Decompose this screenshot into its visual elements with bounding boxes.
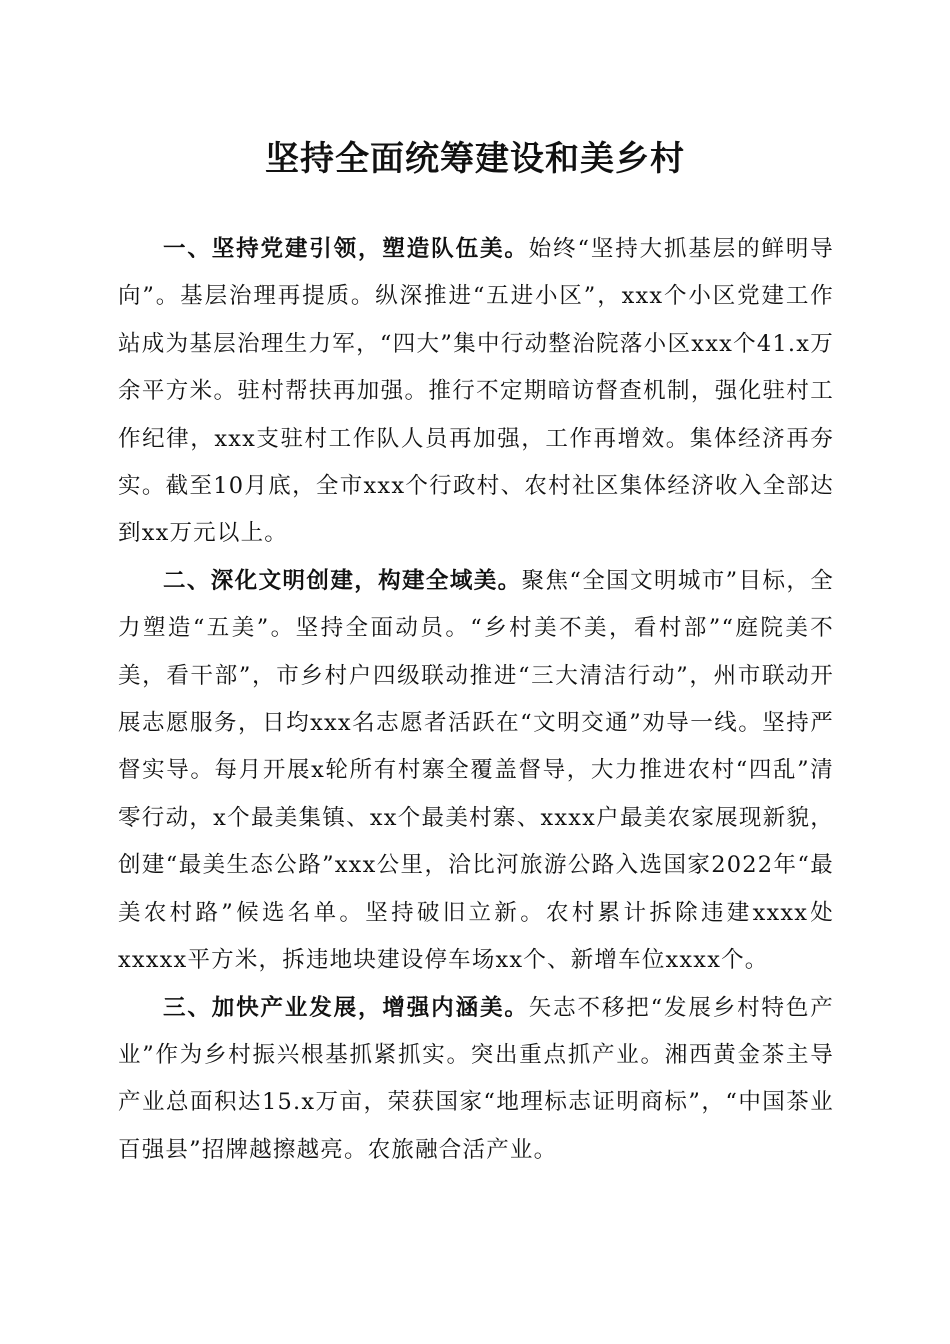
- paragraph-text: 始终“坚持大抓基层的鲜明导向”。基层治理再提质。纵深推进“五进小区”，xxx个小区党建工作站成为基层治理生力军，“四大”集中行动整治院落小区xxx个41.x万余平方米。驻村帮扶再加强。推行不定期暗访督查机制，强化驻村工作纪律，xxx支驻村工作队人员再加强，工作再增效。集体经济再夯实。截至10月底，全市xxx个行政村、农村社区集体经济收入全部达到xx万元以上。: [118, 236, 834, 547]
- document-title: 坚持全面统筹建设和美乡村: [265, 139, 685, 179]
- paragraph-industry: [118, 985, 834, 1175]
- paragraph-text: 矢志不移把“发展乡村特色产业”作为乡村振兴根基抓紧抓实。突出重点抓产业。湘西黄金茶主导产业总面积达15.x万亩，荣获国家“地理标志证明商标”，“中国茶业百强县”招牌越擦越亮。农旅融合活产业。: [118, 994, 834, 1163]
- paragraph-civilization: [118, 558, 834, 985]
- paragraph-party-building: [118, 226, 834, 558]
- paragraph-heading: 二、深化文明创建，构建全域美。: [163, 567, 522, 594]
- paragraph-heading: 一、坚持党建引领，塑造队伍美。: [163, 236, 529, 262]
- paragraph-heading: 三、加快产业发展，增强内涵美。: [163, 994, 529, 1021]
- paragraph-text: 聚焦“全国文明城市”目标，全力塑造“五美”。坚持全面动员。“乡村美不美，看村部”“庭院美不美，看干部”，市乡村户四级联动推进“三大清洁行动”，州市联动开展志愿服务，日均xxx名志愿者活跃在“文明交通”劝导一线。坚持严督实导。每月开展x轮所有村寨全覆盖督导，大力推进农村“四乱”清零行动，x个最美集镇、xx个最美村寨、xxxx户最美农家展现新貌，创建“最美生态公路”xxx公里，洽比河旅游公路入选国家2022年“最美农村路”候选名单。坚持破旧立新。农村累计拆除违建xxxx处xxxxx平方米，拆违地块建设停车场xx个、新增车位xxxx个。: [118, 567, 834, 974]
- document-body: [118, 226, 834, 1174]
